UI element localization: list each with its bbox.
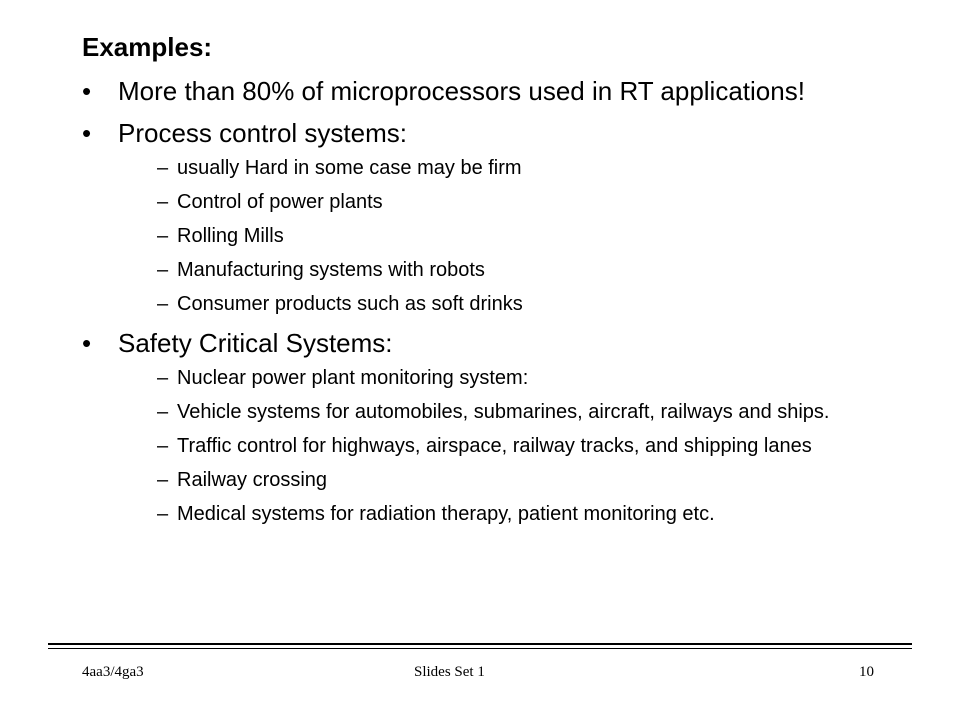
sub-item (82, 502, 932, 526)
footer-course-code: 4aa3/4ga3 (82, 664, 144, 680)
sub-marker: – (157, 157, 169, 179)
footer-page-number: 10 (859, 664, 874, 680)
sub-item (82, 434, 932, 458)
sub-marker: – (157, 401, 169, 423)
sub-text: Nuclear power plant monitoring system: (177, 367, 529, 389)
footer-divider-thick (48, 643, 912, 645)
sub-item (82, 190, 932, 214)
sub-marker: – (157, 293, 169, 315)
sub-text: Manufacturing systems with robots (177, 259, 485, 281)
sub-text: Medical systems for radiation therapy, patient monitoring etc. (177, 503, 715, 525)
slide-title: Examples: (82, 32, 213, 62)
sub-item (82, 224, 932, 248)
sub-marker: – (157, 503, 169, 525)
sub-marker: – (157, 259, 169, 281)
sub-marker: – (157, 367, 169, 389)
bullet-text: Process control systems: (118, 118, 407, 148)
sub-list (82, 366, 932, 526)
bullet-marker: • (82, 76, 92, 106)
sub-text: Control of power plants (177, 191, 383, 213)
sub-item (82, 400, 932, 424)
footer-slide-set: Slides Set 1 (414, 664, 485, 680)
sub-marker: – (157, 469, 169, 491)
sub-marker: – (157, 435, 169, 457)
sub-text: Vehicle systems for automobiles, submarines, aircraft, railways and ships. (177, 401, 830, 423)
sub-text: Railway crossing (177, 469, 328, 491)
bullet-item (82, 328, 932, 358)
bullet-text: Safety Critical Systems: (118, 328, 393, 358)
bullet-item (82, 118, 932, 148)
bullet-text: More than 80% of microprocessors used in RT applications! (118, 76, 805, 106)
bullet-marker: • (82, 118, 92, 148)
sub-item (82, 366, 932, 390)
sub-item (82, 156, 932, 180)
sub-text: Traffic control for highways, airspace, railway tracks, and shipping lanes (177, 435, 812, 457)
sub-text: Rolling Mills (177, 225, 284, 247)
bullet-marker: • (82, 328, 92, 358)
sub-list (82, 156, 932, 316)
sub-text: Consumer products such as soft drinks (177, 293, 523, 315)
sub-text: usually Hard in some case may be firm (177, 157, 522, 179)
footer-divider-thin (48, 648, 912, 649)
sub-item (82, 258, 932, 282)
sub-marker: – (157, 225, 169, 247)
sub-marker: – (157, 191, 169, 213)
bullet-item (82, 76, 932, 106)
sub-item (82, 292, 932, 316)
sub-item (82, 468, 932, 492)
slide-content (82, 76, 932, 538)
